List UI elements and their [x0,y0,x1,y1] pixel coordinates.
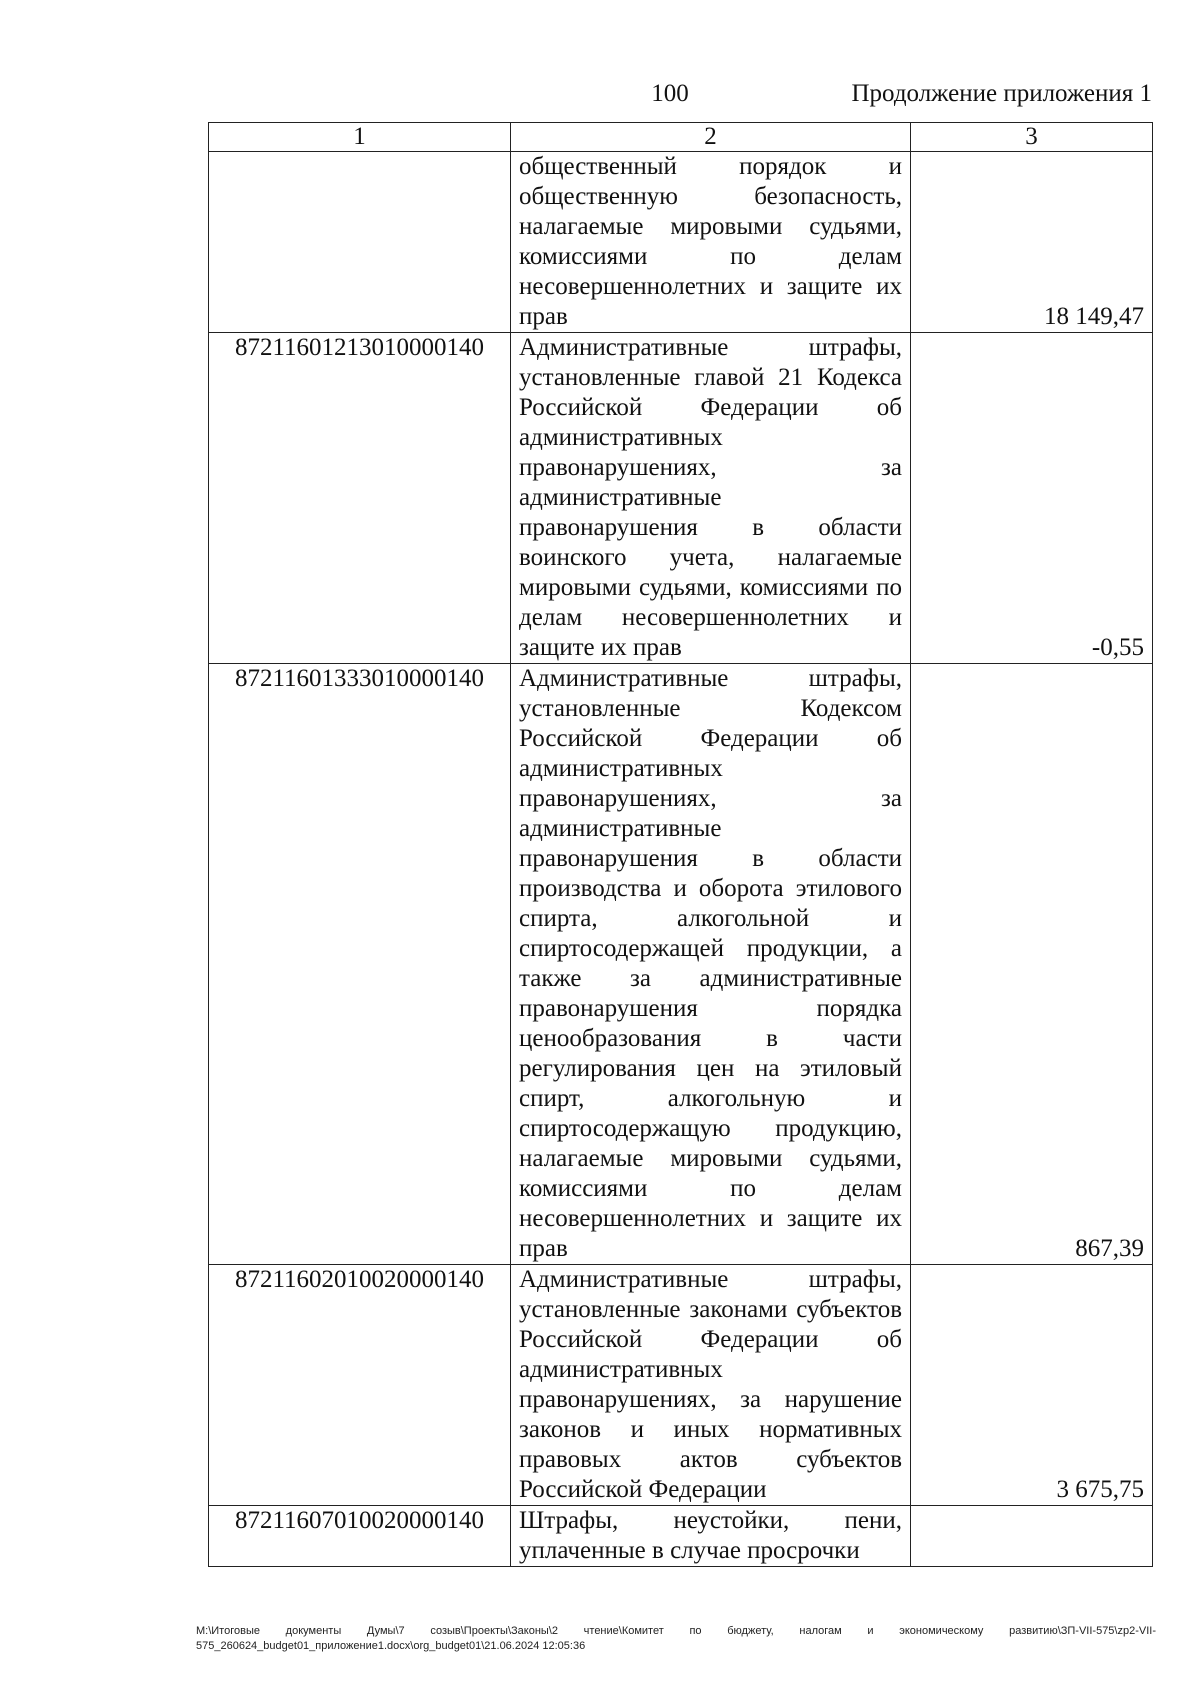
row-code: 87211607010020000140 [209,1506,511,1567]
row-description: Административные штрафы, установленные законами субъектов Российской Федерации об административных правонарушениях, за нарушение законов и иных нормативных правовых актов субъектов Российской Федерации [511,1265,911,1506]
page-number: 100 [651,80,689,107]
row-amount [911,1506,1153,1567]
row-description: Административные штрафы, установленные Кодексом Российской Федерации об административных правонарушениях, за административные правонарушения в области производства и оборота этилового спирта, алкогольной и спиртосодержащей продукции, а также за административные правонарушения порядка ценообразования в части регулирования цен на этиловый спирт, алкогольную и спиртосодержащую продукцию, налагаемые мировыми судьями, комиссиями по делам несовершеннолетних и защите их прав [511,664,911,1265]
budget-table [208,122,1153,1567]
row-amount: 3 675,75 [911,1265,1153,1506]
continuation-caption: Продолжение приложения 1 [851,80,1152,107]
column-header: 1 [209,123,511,152]
row-description: Административные штрафы, установленные главой 21 Кодекса Российской Федерации об административных правонарушениях, за административные правонарушения в области воинского учета, налагаемые мировыми судьями, комиссиями по делам несовершеннолетних и защите их прав [511,333,911,664]
table-row [209,333,1153,664]
document-path-footer: М:\Итоговые документы Думы\7 созыв\Проекты\Законы\2 чтение\Комитет по бюджету, налогам и экономическому развитию\ЗП-VII-575\zp2-VII-575_260624_budget01_приложение1.docx\org_budget01\21.06.2024 12:05:36 [196,1625,1156,1652]
row-amount: -0,55 [911,333,1153,664]
row-amount: 18 149,47 [911,152,1153,333]
table-header-row [209,123,1153,152]
row-description: Штрафы, неустойки, пени, уплаченные в случае просрочки [511,1506,911,1567]
column-header: 2 [511,123,911,152]
table-row [209,664,1153,1265]
row-amount: 867,39 [911,664,1153,1265]
table-row [209,1265,1153,1506]
column-header: 3 [911,123,1153,152]
row-code [209,152,511,333]
row-code: 87211601333010000140 [209,664,511,1265]
row-code: 87211601213010000140 [209,333,511,664]
table-row [209,1506,1153,1567]
row-code: 87211602010020000140 [209,1265,511,1506]
row-description: общественный порядок и общественную безопасность, налагаемые мировыми судьями, комиссиями по делам несовершеннолетних и защите их прав [511,152,911,333]
table-row [209,152,1153,333]
